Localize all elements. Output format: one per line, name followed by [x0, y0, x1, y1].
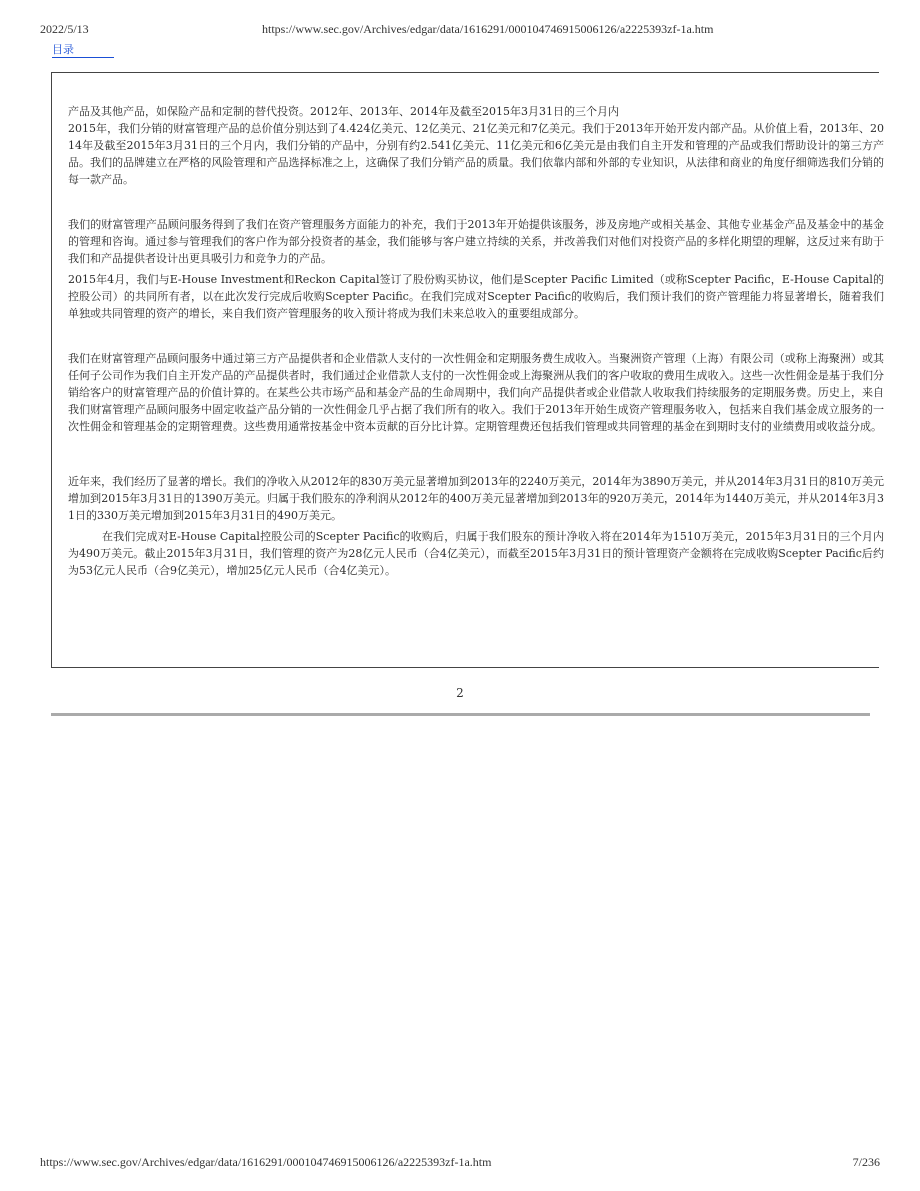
paragraph-5: 我们在财富管理产品顾问服务中通过第三方产品提供者和企业借款人支付的一次性佣金和定期服务费生成收入。当聚洲资产管理（上海）有限公司（或称上海聚洲）或其任何子公司作为我们自主开发产品的产品提供者时，我们通过企业借款人支付的一次性佣金或上海聚洲从我们的客户收取的费用生成收入。这些一次性佣金是基于我们分销给客户的财富管理产品的价值计算的。在某些公共市场产品和基金产品的生命周期中，我们向产品提供者或企业借款人收取我们持续服务的定期服务费。历史上，来自我们财富管理产品顾问服务中固定收益产品分销的一次性佣金几乎占据了我们所有的收入。我们于2013年开始生成资产管理服务收入，包括来自我们基金成立服务的一次性佣金和管理基金的定期管理费。这些费用通常按基金中资本贡献的百分比计算。定期管理费还包括我们管理或共同管理的基金在到期时支付的业绩费用或收益分成。 [68, 352, 884, 433]
paragraph-1: 产品及其他产品，如保险产品和定制的替代投资。2012年、2013年、2014年及截至2015年3月31日的三个月内 [68, 105, 619, 118]
document-body [68, 103, 884, 579]
document-frame [51, 72, 884, 668]
page-divider [51, 713, 870, 716]
page-number: 2 [456, 686, 464, 700]
paragraph-7: 在我们完成对E-House Capital控股公司的Scepter Pacific的收购后，归属于我们股东的预计净收入将在2014年为1510万美元，2015年3月31日的三个月内为490万美元。截止2015年3月31日，我们管理的资产为28亿元人民币（合4亿美元），而截至2015年3月31日的预计管理资产金额将在完成收购Scepter Pacific后约为53亿元人民币（合9亿美元），增加25亿元人民币（合4亿美元）。 [68, 530, 884, 577]
print-date: 2022/5/13 [40, 22, 89, 36]
table-of-contents-link[interactable]: 目录 [52, 43, 114, 58]
print-page-counter: 7/236 [852, 1155, 880, 1169]
paragraph-4: 2015年4月，我们与E-House Investment和Reckon Capital签订了股份购买协议，他们是Scepter Pacific Limited（或称Scepter Pacific，E-House Capital的控股公司）的共同所有者，以在此次发行完成后收购Scepter Pacific。在我们完成对Scepter Pacific的收购后，我们预计我们的资产管理能力将显著增长，随着我们单独或共同管理的资产的增长，来自我们资产管理服务的收入预计将成为我们未来总收入的重要组成部分。 [68, 273, 884, 320]
paragraph-2: 2015年，我们分销的财富管理产品的总价值分别达到了4.424亿美元、12亿美元、21亿美元和7亿美元。我们于2013年开始开发内部产品。从价值上看，2013年、2014年及截至2015年3月31日的三个月内，我们分销的产品中，分别有约2.541亿美元、11亿美元和6亿美元是由我们自主开发和管理的产品或我们帮助设计的第三方产品。我们的品牌建立在严格的风险管理和产品选择标准之上，这确保了我们分销产品的质量。我们依靠内部和外部的专业知识，从法律和商业的角度仔细筛选我们分销的每一款产品。 [68, 122, 884, 186]
paragraph-6: 近年来，我们经历了显著的增长。我们的净收入从2012年的830万美元显著增加到2013年的2240万美元，2014年为3890万美元，并从2014年3月31日的810万美元增加到2015年3月31日的1390万美元。归属于我们股东的净利润从2012年的400万美元显著增加到2013年的920万美元，2014年为1440万美元，并从2014年3月31日的330万美元增加到2015年3月31日的490万美元。 [68, 475, 884, 522]
print-footer-url: https://www.sec.gov/Archives/edgar/data/1616291/000104746915006126/a2225393zf-1a.htm [40, 1155, 492, 1169]
paragraph-3: 我们的财富管理产品顾问服务得到了我们在资产管理服务方面能力的补充，我们于2013年开始提供该服务，涉及房地产或相关基金、其他专业基金产品及基金中的基金的管理和咨询。通过参与管理我们的客户作为部分投资者的基金，我们能够与客户建立持续的关系，并改善我们对他们对投资产品的多样化期望的理解，这反过来有助于我们和产品提供者设计出更具吸引力和竞争力的产品。 [68, 218, 884, 265]
print-header-url: https://www.sec.gov/Archives/edgar/data/1616291/000104746915006126/a2225393zf-1a.htm [262, 22, 714, 36]
